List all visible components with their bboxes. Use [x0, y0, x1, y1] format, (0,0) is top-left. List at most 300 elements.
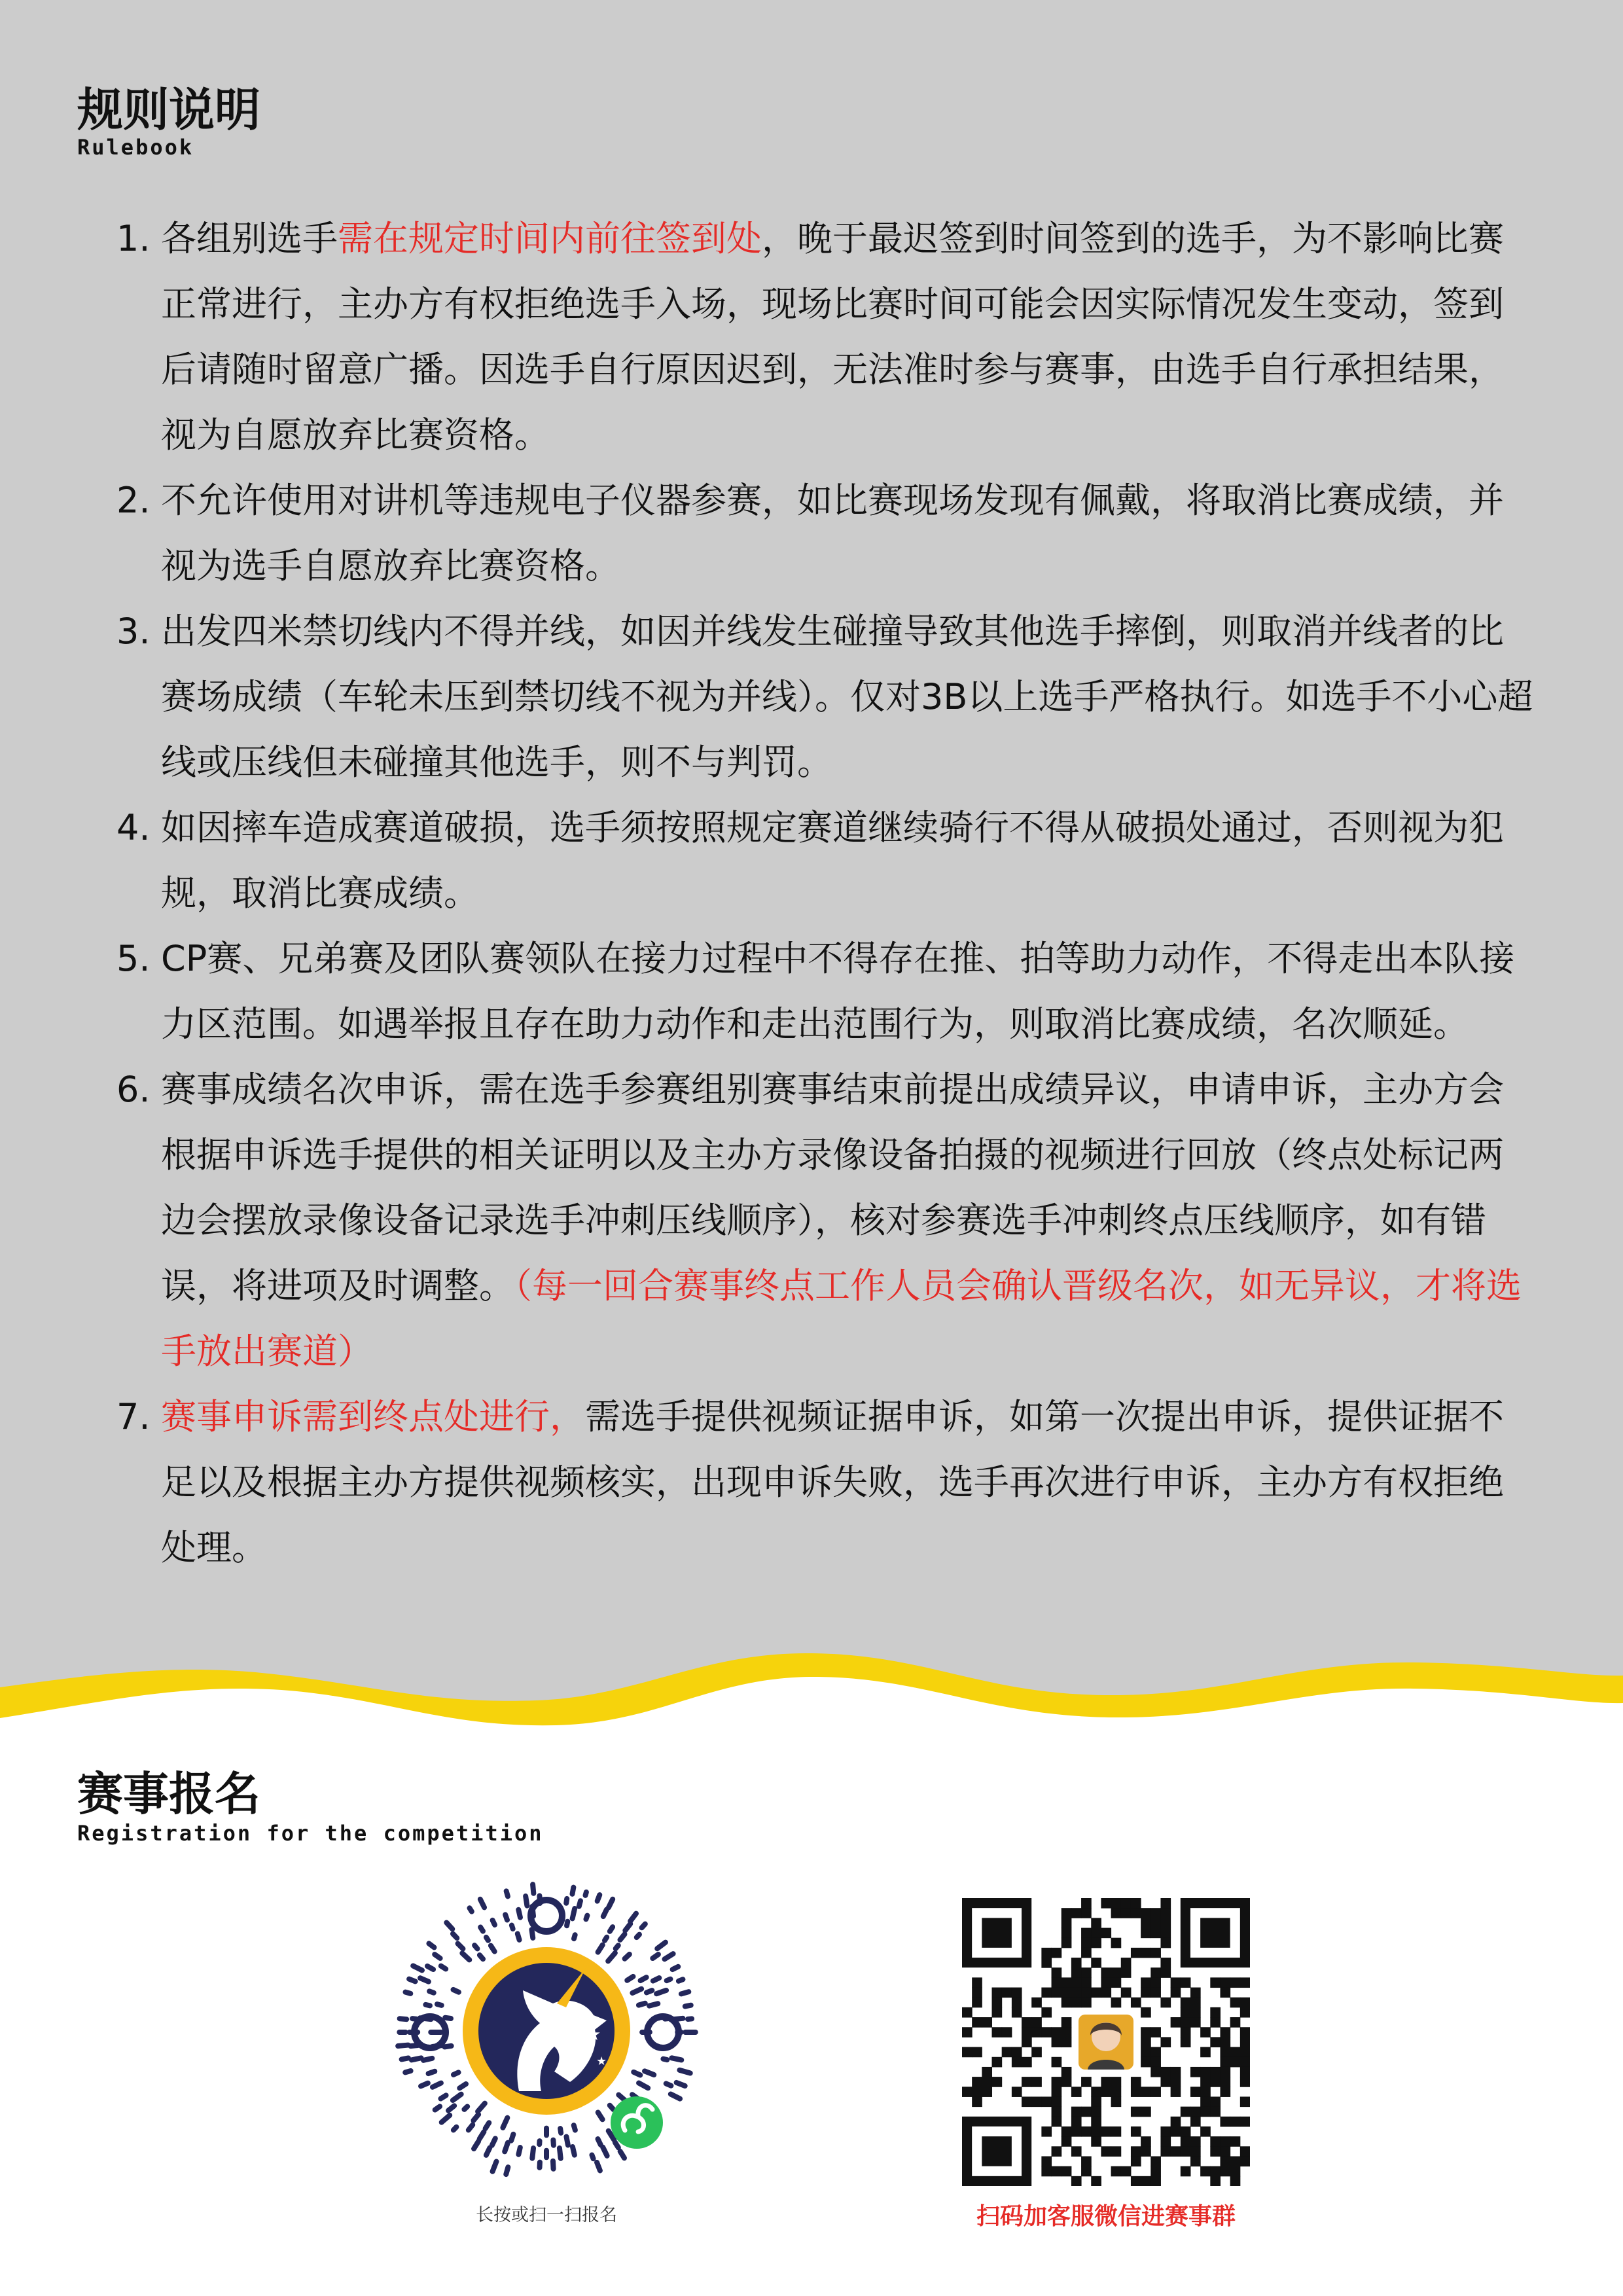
qr-module [1131, 2176, 1141, 2186]
qr-module [1220, 2117, 1230, 2127]
code-dot [566, 1899, 567, 1903]
qr-module [962, 2027, 972, 2037]
qr-module [1220, 2027, 1230, 2037]
code-dot [652, 1954, 658, 1958]
qr-module [1071, 2087, 1082, 2097]
qr-module [1081, 1967, 1092, 1978]
code-dot [598, 2112, 603, 2119]
qr-module [1131, 2107, 1141, 2117]
code-dot [505, 2143, 508, 2152]
qr-module [1071, 2146, 1082, 2157]
code-dot [480, 2132, 484, 2139]
qr-module [1091, 2107, 1101, 2117]
qr-module [1091, 1938, 1101, 1948]
qr-module [962, 2087, 972, 2097]
qr-module [972, 1998, 982, 2008]
qr-module [1210, 2037, 1221, 2047]
qr-module [1160, 1938, 1171, 1948]
code-dot [486, 2148, 490, 2155]
code-dot [421, 2083, 428, 2087]
qr-module [1071, 1998, 1082, 2008]
qr-module [1171, 2117, 1181, 2127]
rule-number: 5. [116, 938, 151, 979]
code-dot [667, 1979, 671, 1981]
code-dot [518, 1910, 520, 1918]
qr-module [1081, 1988, 1092, 1998]
qr-module [1181, 2007, 1191, 2018]
code-dot [429, 1943, 434, 1947]
qr-module [1190, 2017, 1201, 2028]
qr-module [1150, 1908, 1161, 1918]
qr-module [1210, 2007, 1221, 2018]
qr-finder-core [982, 1918, 1012, 1948]
qr-module [992, 1988, 1003, 1998]
rule-item [116, 795, 1537, 926]
qr-module [1031, 1998, 1042, 2008]
code-dot [649, 2003, 658, 2005]
rule-text: 不允许使用对讲机等违规电子仪器参赛，如比赛现场发现有佩戴，将取消比赛成绩，并视为选手自愿放弃比赛资格。 [161, 480, 1504, 586]
code-dot [560, 2148, 561, 2159]
qr-module [1111, 2166, 1122, 2177]
code-dot [480, 1899, 484, 1908]
qr-module [972, 2017, 982, 2028]
code-dot [671, 2094, 680, 2099]
rule-item [116, 599, 1537, 795]
qr-module [1220, 2166, 1230, 2177]
qr-module [1111, 2096, 1122, 2107]
code-dot [446, 1922, 452, 1929]
code-dot [511, 2134, 513, 2141]
code-dot [597, 2162, 600, 2171]
qr-module [1181, 1998, 1191, 2008]
rule-text-highlight: 赛事申诉需到终点处进行， [161, 1396, 585, 1437]
qr-module [1061, 1998, 1072, 2008]
qr-module [1071, 2117, 1082, 2127]
qr-module [1101, 1967, 1111, 1978]
customer-service-caption: 扫码加客服微信进赛事群 [976, 2203, 1236, 2230]
qr-module [1061, 1977, 1072, 1988]
qr-module [1200, 2166, 1211, 2177]
code-dot [664, 1954, 673, 1959]
qr-module [1181, 2136, 1191, 2147]
qr-module [1022, 2017, 1032, 2028]
qr-module [1160, 1908, 1171, 1918]
qr-module [1081, 1977, 1092, 1988]
qr-module [1230, 2136, 1241, 2147]
qr-module [1012, 2087, 1022, 2097]
qr-module [1160, 1998, 1171, 2008]
qr-module [1160, 2037, 1171, 2047]
qr-module [1190, 1988, 1201, 1998]
rule-item [116, 1384, 1537, 1581]
qr-module [1230, 2047, 1241, 2058]
qr-module [1052, 2146, 1062, 2157]
qr-module [1052, 1948, 1062, 1958]
qr-module [1091, 2096, 1101, 2107]
code-dot [608, 1953, 615, 1961]
qr-module [1190, 1998, 1201, 2008]
code-dot [603, 1909, 607, 1916]
qr-module [1190, 2117, 1201, 2127]
rule-text: 如因摔车造成赛道破损，选手须按照规定赛道继续骑行不得从破损处通过，否则视为犯规，取消比赛成绩。 [161, 807, 1504, 914]
qr-module [1150, 2156, 1161, 2166]
qr-module [1052, 2027, 1062, 2037]
qr-module [1111, 2146, 1122, 2157]
qr-module [1160, 1958, 1171, 1968]
code-dot [474, 1945, 477, 1948]
qr-module [1041, 2027, 1052, 2037]
qr-module [1041, 2096, 1052, 2107]
code-dot [474, 2142, 478, 2149]
rule-number: 6. [116, 1069, 151, 1110]
code-dot [642, 1924, 645, 1928]
qr-module [1022, 2096, 1032, 2107]
qr-module [1141, 2087, 1151, 2097]
qr-module [1091, 1958, 1101, 1968]
rule-number: 7. [116, 1396, 151, 1437]
qr-module [1230, 2057, 1241, 2068]
rule-item [116, 206, 1537, 468]
qr-module [1052, 2166, 1062, 2177]
qr-module [1052, 2087, 1062, 2097]
qr-module [1031, 2047, 1042, 2058]
code-dot [423, 2058, 432, 2060]
qr-module [982, 2077, 992, 2087]
qr-module [1150, 1977, 1161, 1988]
qr-module [1091, 2117, 1101, 2127]
qr-module [1101, 2087, 1111, 2097]
qr-module [1111, 1908, 1122, 1918]
qr-module [1111, 1967, 1122, 1978]
qr-module [1121, 1908, 1132, 1918]
qr-module [1150, 2067, 1161, 2077]
qr-module [1181, 2166, 1191, 2177]
qr-module [1012, 1998, 1022, 2008]
qr-module [1210, 2067, 1221, 2077]
qr-module [1061, 1938, 1072, 1948]
code-dot [409, 1979, 415, 1982]
qr-module [1150, 2057, 1161, 2068]
qr-module [1210, 1977, 1221, 1988]
code-dot [437, 2004, 442, 2005]
code-dot [425, 2005, 430, 2006]
code-dot [503, 2118, 507, 2128]
code-dot [459, 2084, 466, 2088]
code-dot [605, 1937, 607, 1941]
qr-module [1150, 1928, 1161, 1939]
qr-module [1121, 2166, 1132, 2177]
rule-item [116, 926, 1537, 1057]
qr-module [1131, 2126, 1141, 2137]
qr-module [1210, 2096, 1221, 2107]
registration-subtitle: Registration for the competition [77, 1821, 544, 1846]
qr-module [1160, 2077, 1171, 2087]
qr-module [1150, 1948, 1161, 1958]
qr-module [1052, 2037, 1062, 2047]
qr-module [1210, 2166, 1221, 2177]
qr-module [1041, 2166, 1052, 2177]
qr-module [1101, 1977, 1111, 1988]
qr-module [1081, 2156, 1092, 2166]
code-dot [679, 2070, 690, 2073]
qr-module [1111, 2087, 1122, 2097]
code-dot [620, 1934, 625, 1940]
code-dot [405, 2071, 410, 2072]
qr-module [1061, 2077, 1072, 2087]
qr-module [1061, 2067, 1072, 2077]
code-dot [458, 1944, 463, 1949]
code-dot [616, 1945, 618, 1948]
code-dot [610, 1927, 613, 1931]
code-dot [598, 1945, 603, 1952]
code-dot [637, 1935, 639, 1937]
rule-number: 2. [116, 480, 151, 521]
qr-module [1141, 2037, 1151, 2047]
qr-module [1181, 2017, 1191, 2028]
code-dot [400, 2018, 407, 2019]
rulebook-title: 规则说明 [77, 83, 260, 137]
qr-module [1220, 2057, 1230, 2068]
qr-module [1210, 2146, 1221, 2157]
qr-module [1190, 2146, 1201, 2157]
qr-module [1240, 1998, 1250, 2008]
code-dot [412, 2018, 416, 2019]
code-dot [473, 2115, 478, 2121]
qr-module [1240, 2007, 1250, 2018]
qr-module [1141, 2027, 1151, 2037]
qr-module [1220, 2077, 1230, 2087]
qr-module [1160, 2136, 1171, 2147]
code-dot [480, 1955, 483, 1959]
qr-module [1071, 2176, 1082, 2186]
code-dot [462, 1953, 469, 1960]
qr-module [1091, 2136, 1101, 2147]
mini-program-qr[interactable] [389, 1875, 704, 2189]
qr-module [1061, 2037, 1072, 2047]
code-dot [630, 1914, 636, 1922]
qr-module [1022, 2057, 1032, 2068]
qr-module [1141, 1908, 1151, 1918]
qr-module [1150, 2176, 1161, 2186]
qr-module [1131, 1908, 1141, 1918]
qr-module [1220, 2037, 1230, 2047]
code-dot [506, 2167, 508, 2174]
qr-module [1071, 1977, 1082, 1988]
rule-item [116, 468, 1537, 599]
qr-module [1160, 2067, 1171, 2077]
qr-module [1220, 2156, 1230, 2166]
qr-module [1220, 2146, 1230, 2157]
code-dot [639, 2083, 648, 2089]
qr-module [1022, 2037, 1032, 2047]
qr-module [1101, 2077, 1111, 2087]
qr-module [1061, 2017, 1072, 2028]
qr-finder-core [982, 2136, 1012, 2166]
code-dot [639, 2003, 645, 2005]
code-dot [486, 1937, 488, 1941]
qr-module [1131, 2156, 1141, 2166]
qr-module [1220, 2136, 1230, 2147]
rule-text: 赛事成绩名次申诉，需在选手参赛组别赛事结束前提出成绩异议，申请申诉，主办方会根据申诉选手提供的相关证明以及主办方录像设备拍摄的视频进行回放（终点处标记两边会摆放录像设备记录选手冲刺压线顺序），核对参赛选手冲刺终点压线顺序，如有错误，将进项及时调整。 [161, 1069, 1504, 1306]
qr-module [1160, 1898, 1171, 1909]
qr-module [1031, 2096, 1042, 2107]
code-dot [435, 2106, 440, 2109]
registration-title: 赛事报名 [77, 1767, 260, 1821]
code-dot [673, 1967, 679, 1969]
code-dot [647, 1990, 652, 1992]
code-dot [429, 2072, 435, 2073]
code-dot [531, 1929, 533, 1938]
code-dot [553, 2140, 554, 2145]
code-dot [620, 2151, 624, 2158]
qr-module [1171, 2017, 1181, 2028]
mini-program-code-graphic [389, 1875, 704, 2189]
qr-module [1091, 1928, 1101, 1939]
qr-module [1081, 2107, 1092, 2117]
qr-module [1061, 2126, 1072, 2137]
qr-module [972, 2047, 982, 2058]
qr-module [1200, 2107, 1211, 2117]
code-dot [492, 2138, 495, 2145]
qr-module [1052, 2096, 1062, 2107]
qr-module [1210, 2077, 1221, 2087]
qr-module [1012, 2007, 1022, 2018]
code-dot [666, 2083, 671, 2085]
qr-module [1141, 1977, 1151, 1988]
qr-module [1081, 1928, 1092, 1939]
qr-module [1150, 2047, 1161, 2058]
code-dot [625, 1954, 630, 1959]
qr-module [1230, 2117, 1241, 2127]
code-dot [579, 1901, 580, 1906]
qr-module [992, 1998, 1003, 2008]
code-dot [657, 1943, 666, 1949]
code-dot [681, 1992, 688, 1994]
code-dot [470, 1908, 472, 1911]
qr-module [1181, 2037, 1191, 2047]
qr-module [1012, 1988, 1022, 1998]
qr-module [1171, 2087, 1181, 2097]
qr-module [1200, 2047, 1211, 2058]
qr-module [1230, 1977, 1241, 1988]
qr-module [1240, 2067, 1250, 2077]
qr-module [1131, 2146, 1141, 2157]
qr-module [1041, 1958, 1052, 1968]
qr-module [1141, 2176, 1151, 2186]
rule-text: 需选手提供视频证据申诉，如第一次提出申诉，提供证据不足以及根据主办方提供视频核实，出现申诉失败，选手再次进行申诉，主办方有权拒绝处理。 [161, 1396, 1504, 1568]
code-dot [632, 1989, 641, 1993]
qr-module [1200, 2126, 1211, 2137]
qr-module [1210, 2176, 1221, 2186]
code-dot [560, 2128, 561, 2133]
code-dot [427, 1966, 433, 1969]
qr-module [962, 2007, 972, 2018]
rulebook-subtitle: Rulebook [77, 135, 194, 160]
qr-module [1081, 1908, 1092, 1918]
qr-module [1052, 2077, 1062, 2087]
code-dot [663, 2059, 667, 2060]
qr-module [1071, 2126, 1082, 2137]
code-dot [574, 1935, 575, 1939]
code-dot [573, 2147, 575, 2155]
qr-module [1190, 2087, 1201, 2097]
qr-module [1171, 2146, 1181, 2157]
code-dot [572, 1888, 573, 1894]
qr-module [1052, 2057, 1062, 2068]
customer-service-qr[interactable] [962, 1898, 1250, 2186]
qr-module [1200, 2087, 1211, 2097]
qr-module [1071, 1988, 1082, 1998]
qr-module [972, 2077, 982, 2087]
qr-module [1041, 2126, 1052, 2137]
code-dot [505, 1914, 507, 1920]
qr-module [1081, 1948, 1092, 1958]
qr-module [1121, 1988, 1132, 1998]
code-dot [478, 2104, 485, 2111]
qr-module [1131, 1948, 1141, 1958]
qr-module [1111, 1977, 1122, 1988]
code-dot [433, 2083, 441, 2087]
qr-module [1041, 2007, 1052, 2018]
qr-module [1091, 2176, 1101, 2186]
qr-module [1200, 2096, 1211, 2107]
mini-program-caption: 长按或扫一扫报名 [476, 2205, 617, 2225]
qr-module [1131, 1998, 1141, 2008]
qr-module [1131, 2077, 1141, 2087]
customer-service-qr-graphic [962, 1898, 1250, 2186]
qr-module [1230, 2017, 1241, 2028]
qr-module [1230, 2156, 1241, 2166]
qr-module [1171, 2126, 1181, 2137]
qr-module [1150, 1967, 1161, 1978]
qr-module [972, 2087, 982, 2097]
code-dot [480, 1927, 483, 1931]
code-dot [645, 2071, 654, 2075]
qr-module [1121, 1958, 1132, 1968]
qr-module [1052, 2117, 1062, 2127]
code-dot [653, 1978, 659, 1981]
qr-module [1150, 2166, 1161, 2177]
qr-module [1071, 2107, 1082, 2117]
code-dot [597, 1895, 600, 1901]
qr-module [1081, 1938, 1092, 1948]
qr-module [1141, 2047, 1151, 2058]
qr-module [1150, 1988, 1161, 1998]
qr-module [1181, 1977, 1191, 1988]
code-dot [486, 2123, 490, 2128]
qr-module [1091, 2087, 1101, 2097]
rule-number: 1. [116, 218, 151, 259]
qr-module [1111, 1998, 1122, 2008]
qr-module [1022, 2077, 1032, 2087]
qr-module [1052, 1988, 1062, 1998]
qr-module [982, 2087, 992, 2097]
qr-module [1240, 2096, 1250, 2107]
code-dot [685, 2005, 691, 2007]
qr-module [982, 2017, 992, 2028]
qr-module [1210, 2107, 1221, 2117]
code-dot [491, 1946, 495, 1952]
code-dot [688, 2018, 692, 2019]
rule-text: 出发四米禁切线内不得并线，如因并线发生碰撞导致其他选手摔倒，则取消并线者的比赛场成绩（车轮未压到禁切线不视为并线）。仅对3B以上选手严格执行。如选手不小心超线或压线但未碰撞其他选手，则不与判罚。 [161, 611, 1533, 783]
code-dot [507, 1891, 508, 1896]
code-dot [526, 1896, 527, 1906]
qr-module [1141, 1948, 1151, 1958]
qr-module [1111, 1938, 1122, 1948]
qr-module [1111, 2077, 1122, 2087]
code-dot [444, 2046, 451, 2047]
rule-text: ，晚于最迟签到时间签到的选手，为不影响比赛正常进行，主办方有权拒绝选手入场，现场比赛时间可能会因实际情况发生变动，签到后请随时留意广播。因选手自行原因迟到，无法准时参与赛事，由选手自行承担结果，视为自愿放弃比赛资格。 [161, 218, 1504, 456]
